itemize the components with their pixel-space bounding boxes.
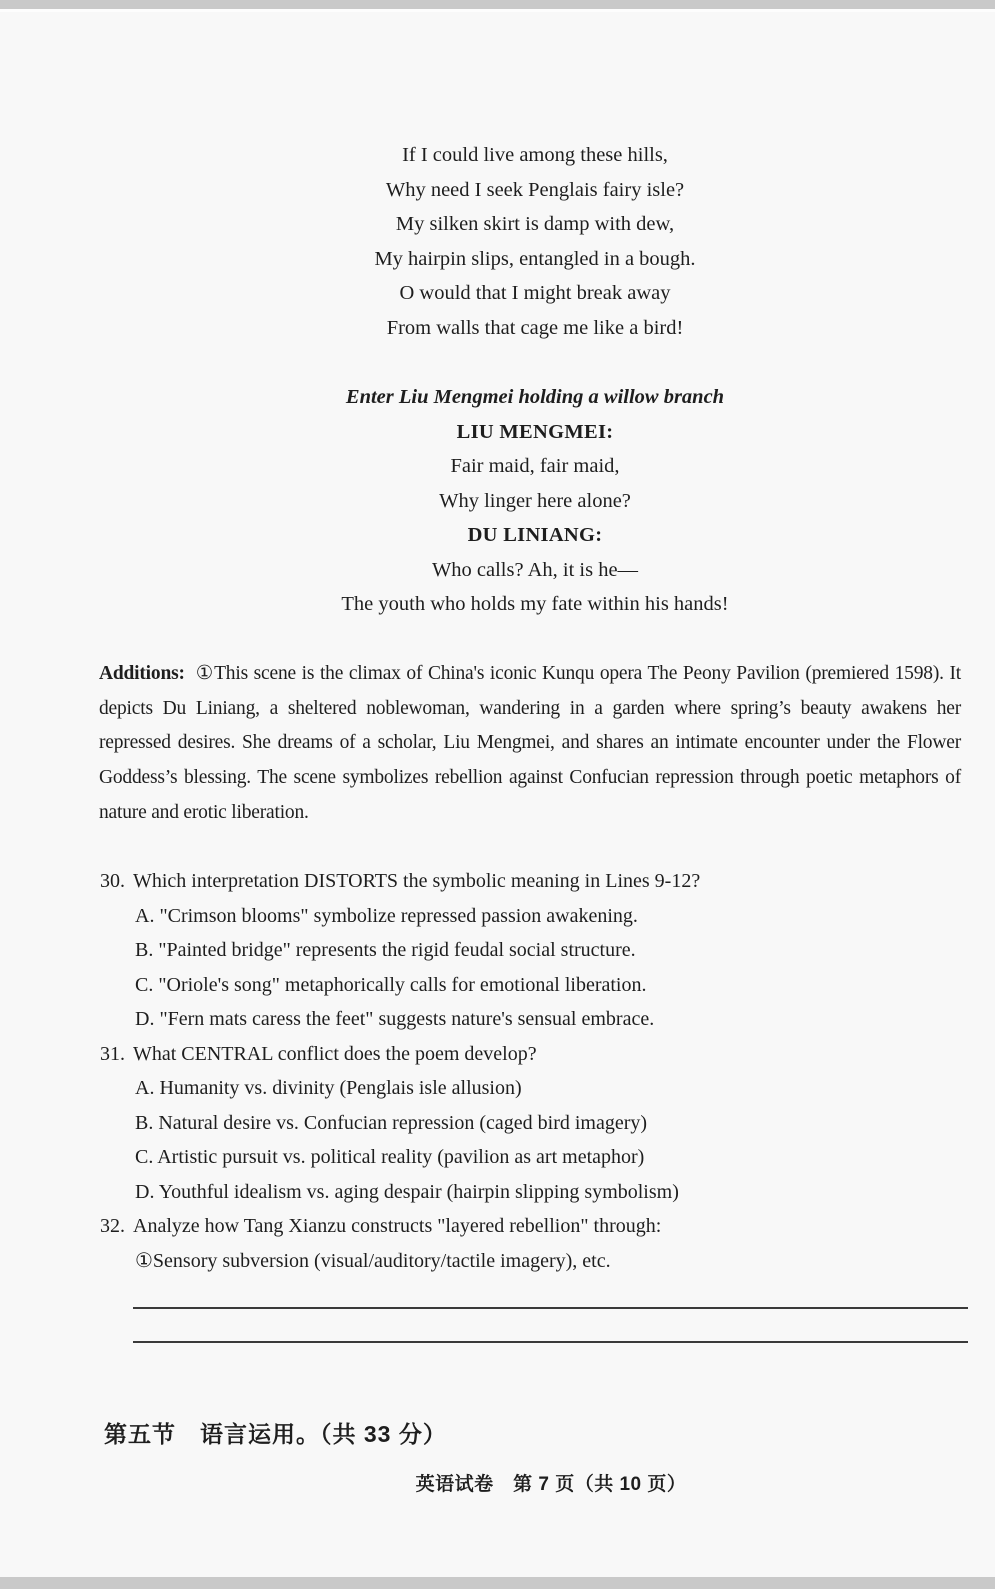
question-number: 30.	[100, 870, 125, 892]
dialogue-line: Why linger here alone?	[439, 489, 631, 512]
option-c: C. "Oriole's song" metaphorically calls for emotional liberation.	[135, 973, 647, 996]
poem-line: If I could live among these hills,	[402, 144, 668, 166]
option-a: A. Humanity vs. divinity (Penglais isle allusion)	[135, 1077, 522, 1099]
scan-edge-top	[0, 0, 995, 12]
question-text: What CENTRAL conflict does the poem develop?	[133, 1042, 537, 1065]
poem-block	[0, 138, 995, 345]
poem-line: O would that I might break away	[399, 282, 671, 304]
question-32	[100, 1209, 970, 1278]
section-header: 第五节 语言运用。（共 33 分）	[104, 1421, 447, 1447]
script-block	[0, 380, 995, 622]
dialogue-line: Who calls? Ah, it is he—	[431, 558, 639, 581]
question-30-options	[135, 899, 970, 1037]
option-b: B. Natural desire vs. Confucian repression (caged bird imagery)	[135, 1111, 648, 1134]
option-d: D. "Fern mats caress the feet" suggests nature's sensual embrace.	[135, 1008, 655, 1030]
additions-paragraph	[99, 657, 961, 831]
option-a: A. "Crimson blooms" symbolize repressed passion awakening.	[135, 904, 638, 927]
page-footer: 英语试卷 第 7 页（共 10 页）	[415, 1474, 687, 1495]
additions-label: Additions:	[99, 663, 185, 684]
poem-line: Why need I seek Penglais fairy isle?	[385, 178, 685, 201]
question-32-subitems	[135, 1244, 970, 1279]
question-text: Which interpretation DISTORTS the symbolic meaning in Lines 9-12?	[133, 870, 701, 892]
dialogue-line: Fair maid, fair maid,	[450, 455, 620, 477]
question-number: 32.	[100, 1215, 125, 1237]
question-text: Analyze how Tang Xianzu constructs "layered rebellion" through:	[133, 1215, 662, 1237]
question-number: 31.	[100, 1042, 125, 1065]
additions-text: ①This scene is the climax of China's iconic Kunqu opera The Peony Pavilion (premiered 1598). It depicts Du Liniang, a sheltered noblewoman, wandering in a garden where spring’s beauty awakens her repressed desires. She dreams of a scholar, Liu Mengmei, and shares an intimate encounter under the Flower Goddess’s blessing. The scene symbolizes rebellion against Confucian repression through poetic metaphors of nature and erotic liberation.	[99, 663, 961, 823]
answer-blank-line	[133, 1307, 968, 1309]
questions-block	[100, 864, 970, 1278]
question-31-options	[135, 1071, 970, 1209]
question-30	[100, 864, 970, 1037]
speaker-name-liu-mengmei: LIU MENGMEI:	[456, 420, 614, 443]
question-stem	[100, 1037, 970, 1072]
option-b: B. "Painted bridge" represents the rigid feudal social structure.	[135, 939, 636, 961]
question-stem	[100, 1209, 970, 1244]
option-c: C. Artistic pursuit vs. political reality (pavilion as art metaphor)	[135, 1146, 645, 1168]
option-d: D. Youthful idealism vs. aging despair (hairpin slipping symbolism)	[135, 1180, 679, 1203]
speaker-name-du-liniang: DU LINIANG:	[467, 524, 603, 546]
question-31	[100, 1037, 970, 1210]
poem-line: My silken skirt is damp with dew,	[395, 213, 675, 235]
answer-blank-line	[133, 1341, 968, 1343]
scan-edge-bottom	[0, 1577, 995, 1589]
poem-line: From walls that cage me like a bird!	[386, 316, 684, 339]
poem-line: My hairpin slips, entangled in a bough.	[374, 247, 696, 270]
sub-item: ①Sensory subversion (visual/auditory/tactile imagery), etc.	[135, 1249, 611, 1272]
question-stem	[100, 864, 970, 899]
stage-direction: Enter Liu Mengmei holding a willow branch	[345, 386, 725, 408]
dialogue-line: The youth who holds my fate within his hands!	[341, 593, 729, 615]
